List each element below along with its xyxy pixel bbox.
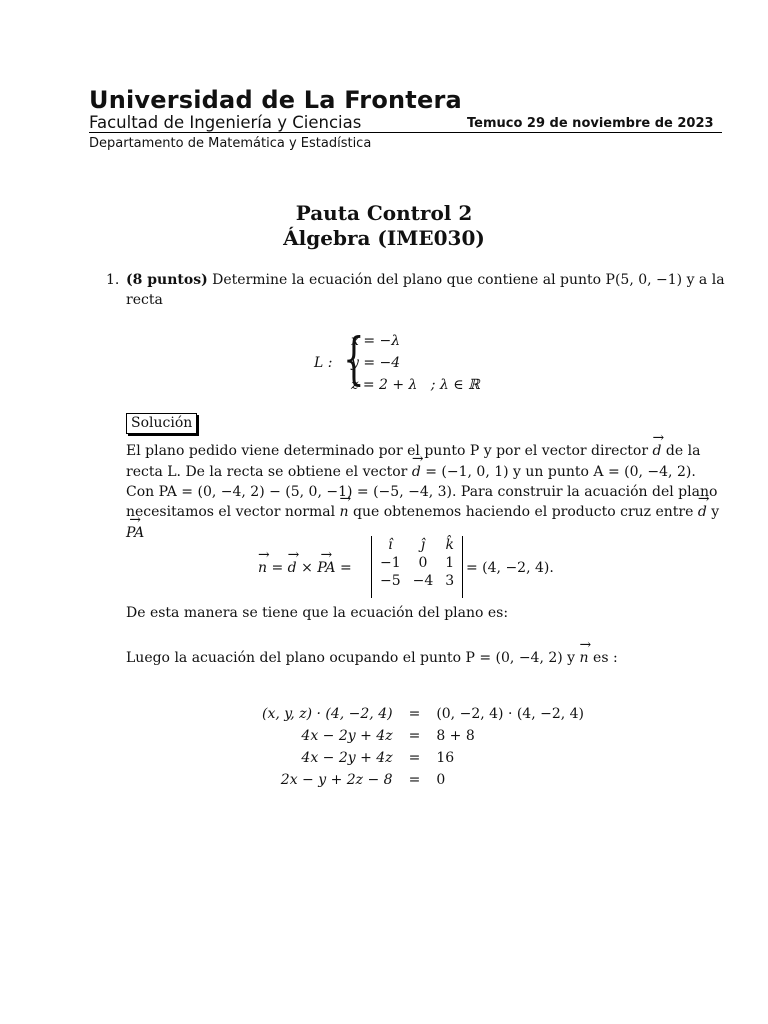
solution-para-6 xyxy=(126,648,618,668)
matrix-cell: −4 xyxy=(412,573,434,589)
derivation-lhs: (x, y, z) · (4, −2, 4) xyxy=(262,706,393,722)
cross-product-result: = (4, −2, 4). xyxy=(466,560,554,576)
solution-text: = (−1, 0, 1) y un punto A = (0, −4, 2). xyxy=(425,464,696,480)
line-eq-y: y = −4 xyxy=(351,355,401,371)
equals-sign: = xyxy=(339,560,352,576)
solution-label: Solución xyxy=(126,413,197,434)
line-eq-z: z = 2 + λ ; λ ∈ ℝ xyxy=(351,377,480,393)
vector-d: → d xyxy=(653,441,662,461)
derivation-rhs: 0 xyxy=(436,772,446,788)
solution-text: necesitamos el vector normal xyxy=(126,504,336,520)
solution-text: de la xyxy=(665,443,701,459)
solution-para-4-cont xyxy=(126,523,144,543)
vector-pa: → PA xyxy=(126,523,144,543)
faculty-name: Facultad de Ingeniería y Ciencias xyxy=(89,113,362,132)
matrix-cell: k̂ xyxy=(445,537,454,553)
solution-text: y xyxy=(711,504,720,520)
cross-product-lhs xyxy=(258,558,352,578)
department-name: Departamento de Matemática y Estadística xyxy=(89,136,372,151)
vector-d: → d xyxy=(698,502,707,522)
derivation-eq: = xyxy=(408,772,421,788)
solution-para-2 xyxy=(126,462,696,482)
solution-text: recta L. De la recta se obtiene el vector xyxy=(126,464,408,480)
times-sign: × xyxy=(301,560,313,576)
line-label: L : xyxy=(314,355,333,371)
derivation-row xyxy=(256,725,590,747)
equals-sign: = xyxy=(271,560,284,576)
title-line-2: Álgebra (IME030) xyxy=(283,226,485,250)
derivation-row xyxy=(256,703,590,725)
derivation-eq: = xyxy=(408,750,421,766)
determinant xyxy=(371,536,463,598)
solution-para-4 xyxy=(126,502,719,522)
vector-n: → n xyxy=(580,648,589,668)
header-rule xyxy=(89,132,722,133)
brace-symbol: { xyxy=(343,327,365,392)
determinant-table xyxy=(374,536,460,590)
line-eq-x: x = −λ xyxy=(351,333,401,349)
derivation-lhs: 4x − 2y + 4z xyxy=(301,750,393,766)
vector-pa: → PA xyxy=(317,558,335,578)
derivation-rhs: 16 xyxy=(436,750,455,766)
matrix-cell: −5 xyxy=(380,573,401,589)
derivation-row xyxy=(256,747,590,769)
solution-para-5: De esta manera se tiene que la ecuación del plano es: xyxy=(126,605,509,621)
solution-text: es : xyxy=(593,650,618,666)
vector-n: → n xyxy=(258,558,267,578)
derivation-eq: = xyxy=(408,706,421,722)
plane-derivation xyxy=(256,703,590,791)
solution-para-3: Con PA = (0, −4, 2) − (5, 0, −1) = (−5, −4, 3). Para construir la acuación del plano xyxy=(126,484,718,500)
matrix-cell: î xyxy=(388,537,393,553)
matrix-cell: 0 xyxy=(418,555,428,571)
matrix-cell: 3 xyxy=(445,573,455,589)
derivation-row xyxy=(256,769,590,791)
problem-points: (8 puntos) xyxy=(126,272,208,288)
problem-text: Determine la ecuación del plano que contiene al punto P(5, 0, −1) y a la xyxy=(212,272,725,288)
university-name: Universidad de La Frontera xyxy=(89,86,462,114)
derivation-rhs: (0, −2, 4) · (4, −2, 4) xyxy=(436,706,585,722)
problem-statement xyxy=(126,270,725,290)
vector-d: → d xyxy=(412,462,421,482)
vector-n: → n xyxy=(340,502,349,522)
solution-text: Luego la acuación del plano ocupando el punto P = (0, −4, 2) y xyxy=(126,650,576,666)
problem-number: 1. xyxy=(106,272,120,288)
problem-text-cont: recta xyxy=(126,292,163,308)
document-date: Temuco 29 de noviembre de 2023 xyxy=(467,116,714,131)
title-line-1: Pauta Control 2 xyxy=(295,201,473,225)
solution-text: que obtenemos haciendo el producto cruz entre xyxy=(353,504,694,520)
derivation-rhs: 8 + 8 xyxy=(436,728,475,744)
derivation-lhs: 4x − 2y + 4z xyxy=(301,728,393,744)
solution-text: El plano pedido viene determinado por el punto P y por el vector director xyxy=(126,443,649,459)
derivation-lhs: 2x − y + 2z − 8 xyxy=(280,772,393,788)
derivation-eq: = xyxy=(408,728,421,744)
matrix-cell: 1 xyxy=(445,555,455,571)
vector-d: → d xyxy=(288,558,297,578)
matrix-cell: ĵ xyxy=(420,537,426,553)
matrix-cell: −1 xyxy=(380,555,401,571)
